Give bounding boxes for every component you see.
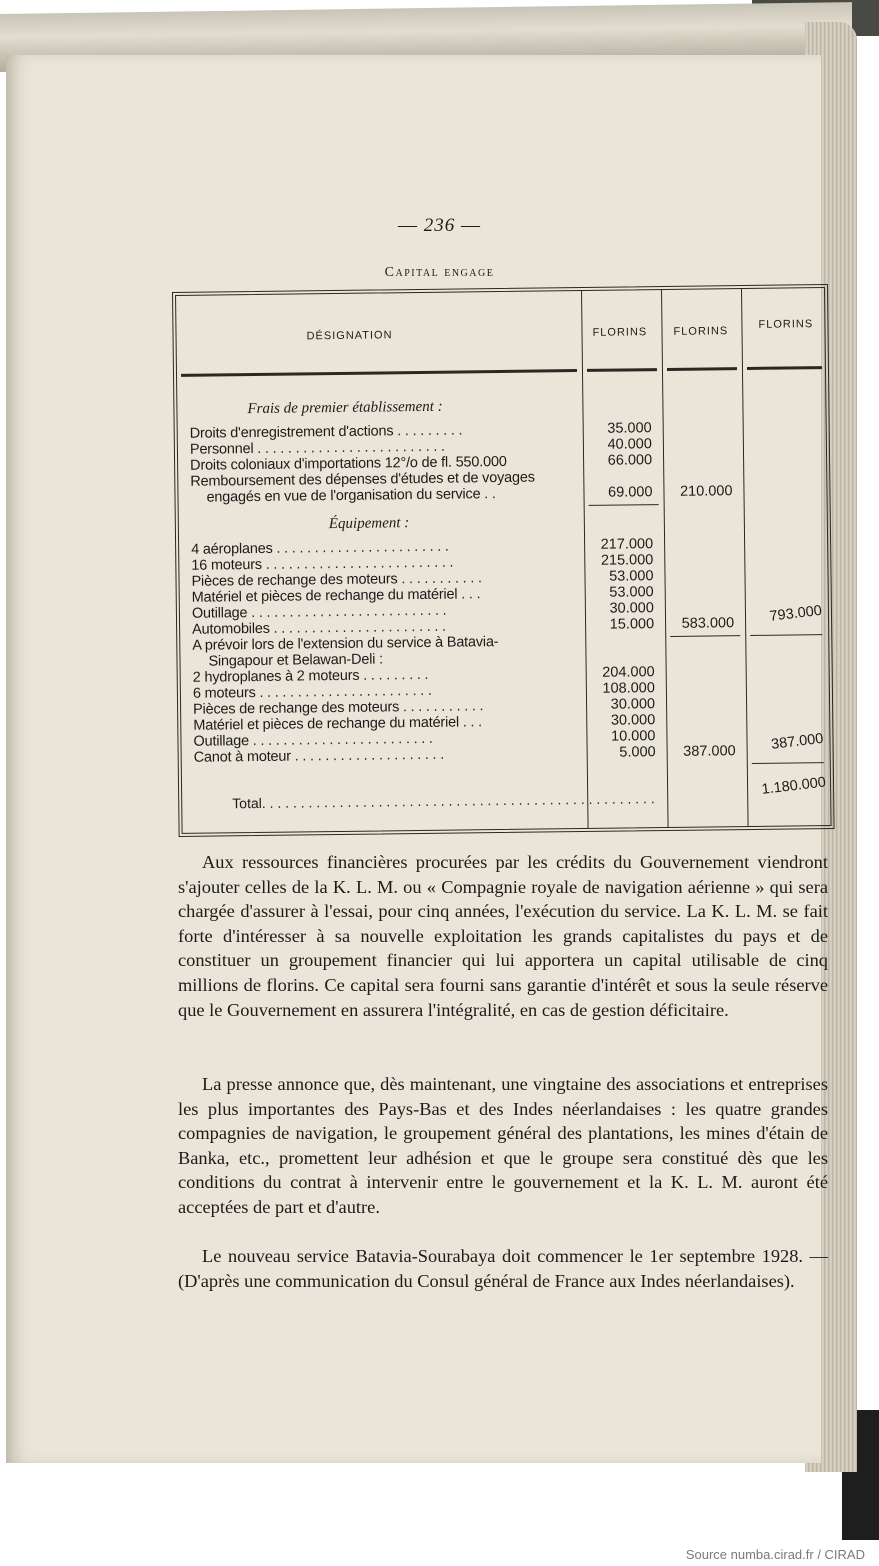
table-row: Droits d'enregistrement d'actions . . . . . . . . . [189,422,463,442]
table-row: A prévoir lors de l'extension du service à Batavia- [192,634,499,654]
table-row: 2 hydroplanes à 2 moteurs . . . . . . . . . [192,666,429,686]
subtotal-rule [750,634,822,636]
table-row: Outillage . . . . . . . . . . . . . . . . . . . . . . . . . . [191,602,447,622]
table-value: 53.000 [609,584,654,601]
header-rule [587,368,657,372]
total-row: Total. . . . . . . . . . . . . . . . . . . . . . . . . . . . . . . . . . . . . . . . . . . . . . . . . . . [232,790,655,812]
column-header-florins-2: FLORINS [673,325,729,338]
table-subtotal: 387.000 [683,743,736,760]
table-value: 217.000 [600,536,654,553]
table-row: Droits coloniaux d'importations 12°/o de fl. 550.000 [190,453,507,474]
column-header-florins-3: FLORINS [758,318,814,331]
table-subtotal: 583.000 [681,615,735,632]
table-value: 108.000 [602,680,655,697]
table-row: Personnel . . . . . . . . . . . . . . . . . . . . . . . . . [189,438,445,458]
table-row: Matériel et pièces de rechange du matériel . . . [191,586,481,606]
table-value: 35.000 [607,420,652,437]
table-row: Singapour et Belawan-Deli : [208,651,383,670]
table-row: engagés en vue de l'organisation du service . . [206,486,496,506]
body-paragraph-1: Aux ressources financières procurées par les crédits du Gouvernement viendront s'ajouter celles de la K. L. M. ou « Compagnie royale de navigation aérienne » qui sera chargée d'assurer à l'essai, pour cinq années, l'exécution du service. La K. L. M. se fait forte d'intéresser à sa nouvelle exploitation les grands capitalistes du pays et de constituer un groupement financier qui lui apportera un capital utilisable de cinq millions de florins. Ce capital sera fourni sans garantie d'intérêt et sous la seule réserve que le Gouvernement en assurera l'intégralité, en cas de gestion déficitaire. [178,852,828,1020]
table-value: 15.000 [609,616,655,633]
table-title: Capital engage [384,265,495,280]
header-rule [181,369,577,377]
header-rule [667,367,737,371]
table-value: 66.000 [607,452,653,469]
table-value: 30.000 [610,712,656,729]
table-value: 30.000 [610,696,656,713]
body-paragraph-3: Le nouveau service Batavia-Sourabaya doit commencer le 1er septembre 1928. — (D'après une communication du Consul général de France aux Indes néerlandaises). [178,1246,828,1291]
column-header-florins-1: FLORINS [592,326,648,339]
table-value: 5.000 [619,744,656,761]
table-row: Remboursement des dépenses d'études et de voyages [190,469,535,490]
table-row: Pièces de rechange des moteurs . . . . . . . . . . . [191,570,482,590]
grand-total-value: 1.180.000 [760,774,827,798]
table-value: 69.000 [608,484,653,501]
table-value: 204.000 [602,664,655,681]
table-row: Outillage . . . . . . . . . . . . . . . . . . . . . . . . [193,730,433,750]
table-row: 16 moteurs . . . . . . . . . . . . . . . . . . . . . . . . . [191,554,454,574]
subtotal-rule [670,635,740,637]
source-credit: Source numba.cirad.fr / CIRAD [685,1547,865,1562]
column-header-designation: DÉSIGNATION [306,329,393,343]
table-total-column: 387.000 [770,730,825,753]
table-row: Canot à moteur . . . . . . . . . . . . . . . . . . . . [193,746,445,766]
table-row: 6 moteurs . . . . . . . . . . . . . . . . . . . . . . . [192,682,432,702]
table-value: 53.000 [609,568,654,585]
section-heading: Équipement : [328,515,410,533]
table-subtotal: 210.000 [679,483,733,500]
table-value: 215.000 [600,552,654,569]
table-value: 30.000 [609,600,654,617]
section-heading: Frais de premier établissement : [247,398,443,418]
table-total-column: 793.000 [768,602,823,625]
subtotal-rule [752,762,824,764]
body-paragraph-2: La presse annonce que, dès maintenant, une vingtaine des associations et entreprises les plus importantes des Pays-Bas et des Indes néerlandaises : les quatre grandes compagnies de navigation, le groupement général des plantations, les mines d'étain de Banka, etc., promettent leur adhésion et que le groupe sera constitué dès que les conditions du contrat à intervenir entre le gouvernement et la K. L. M. auront été acceptées de part et d'autre. [178,1074,828,1217]
table-value: 10.000 [611,728,656,745]
table-row: Pièces de rechange des moteurs . . . . . . . . . . . [193,698,484,718]
page-number: — 236 — [398,215,481,236]
table-value: 40.000 [607,436,652,453]
capital-table [172,284,835,837]
subtotal-rule [589,504,659,506]
table-row: Matériel et pièces de rechange du matériel . . . [193,714,483,734]
table-row: 4 aéroplanes . . . . . . . . . . . . . . . . . . . . . . . [191,538,449,558]
header-rule [747,366,822,370]
table-row: Automobiles . . . . . . . . . . . . . . . . . . . . . . . [192,618,446,638]
